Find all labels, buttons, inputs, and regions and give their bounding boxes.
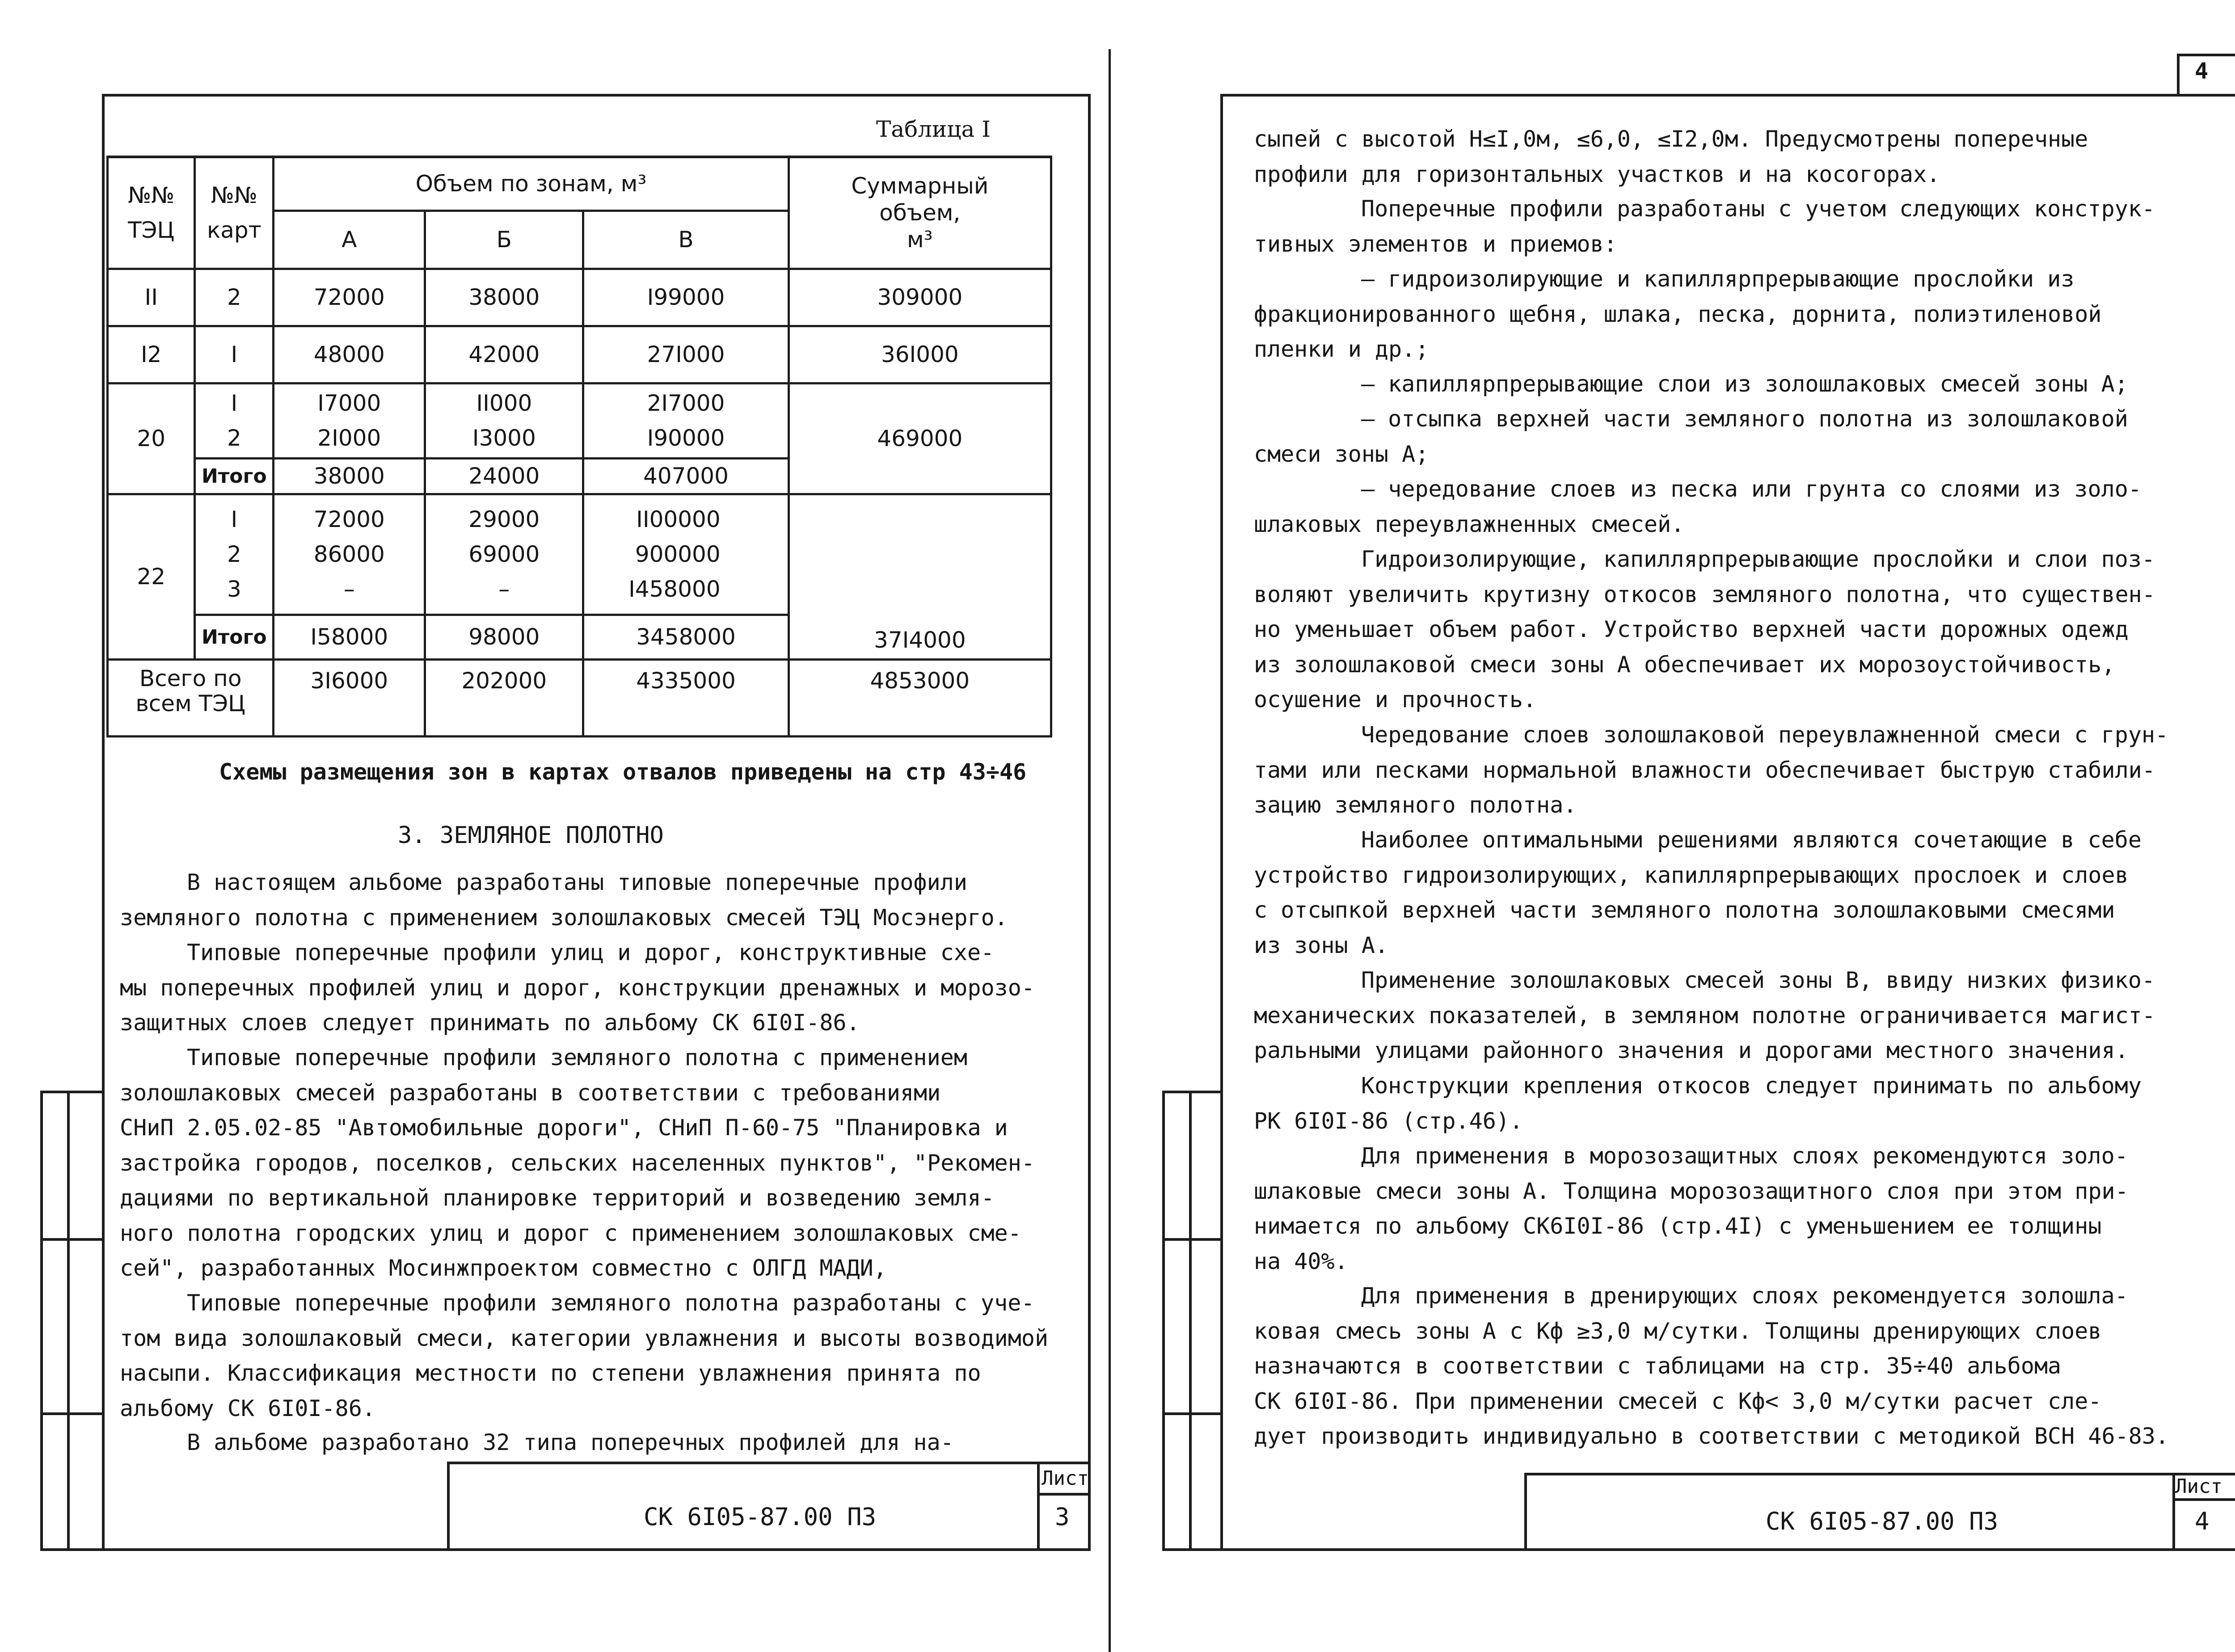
- header-zones-group: Объем по зонам, м³: [274, 157, 789, 211]
- cell-b: 38000: [425, 269, 583, 326]
- cell-b: 202000: [425, 659, 583, 736]
- cell-v: 3458000: [583, 615, 789, 659]
- cell-maps: 2: [195, 269, 274, 326]
- cell-a: 38000: [274, 458, 425, 494]
- cell-v: 407000: [583, 458, 789, 494]
- left-paragraph: В настоящем альбоме разработаны типовые поперечные профили земляного полотна с применением золошлаковых смесей ТЭЦ Мосэнерго.: [120, 869, 1008, 931]
- cell-v: 27I000: [583, 326, 789, 383]
- header-tec: №№ ТЭЦ: [108, 157, 195, 269]
- cell-a: 72000: [274, 269, 425, 326]
- right-paragraph: – капиллярпрерывающие слои из золошлаковых смесей зоны А;: [1361, 371, 2128, 397]
- binding-row-line: [1162, 1412, 1223, 1415]
- cell-total: 37I4000: [789, 494, 1051, 659]
- stamp-divider: [1037, 1462, 1040, 1551]
- cell-total: 4853000: [789, 659, 1051, 736]
- cell-b: II000 I3000: [425, 383, 583, 458]
- stamp-sheet-number: 3: [1055, 1503, 1070, 1531]
- cell-v: 4335000: [583, 659, 789, 736]
- header-maps: №№ карт: [195, 157, 274, 269]
- cell-subtotal-label: Итого: [195, 615, 274, 659]
- left-paragraph: В альбоме разработано 32 типа поперечных профилей для на-: [187, 1429, 954, 1455]
- table-note: Схемы размещения зон в картах отвалов приведены на стр 43÷46: [219, 759, 1027, 785]
- left-paragraph: Типовые поперечные профили земляного полотна разработаны с уче- том вида золошлаковый смеси, категории увлажнения и высоты возводимой насыпи. Классификация местности по степени увлажнения принята по альбому СК 6I0I-86.: [120, 1290, 1049, 1421]
- binding-divider: [1189, 1091, 1192, 1551]
- cell-tec: I2: [108, 326, 195, 383]
- left-paragraph: Типовые поперечные профили земляного полотна с применением золошлаковых смесей разработаны в соответствии с требованиями СНиП 2.05.02-85 "Автомобильные дороги", СНиП П-60-75 "Планировка и застройка городов, поселков, сельских населенных пунктов", "Рекомен- дациями по вертикальной планировке территорий и возведению земля- ного полотна городских улиц и дорог с применением золошлаковых сме- сей", разработанных Мосинжпроектом совместно с ОЛГД МАДИ,: [120, 1045, 1035, 1281]
- left-paragraph: Типовые поперечные профили улиц и дорог, конструктивные схе- мы поперечных профилей улиц и дорог, конструкции дренажных и морозо- защитных слоев следует принимать по альбому СК 6I0I-86.: [120, 940, 1035, 1036]
- right-binding-strip: [1162, 1091, 1223, 1551]
- left-binding-strip: [40, 1091, 105, 1551]
- cell-b: 29000 69000 –: [425, 494, 583, 615]
- right-paragraph: Наиболее оптимальными решениями являются сочетающие в себе устройство гидроизолирующих, капиллярпрерывающих прослоек и слоев с отсыпкой верхней части земляного полотна золошлаковыми смесями из зоны А.: [1254, 827, 2142, 958]
- cell-v: 2I7000 I90000: [583, 383, 789, 458]
- cell-maps: I 2: [195, 383, 274, 458]
- volume-table: [106, 156, 1052, 738]
- header-total: Суммарный объем, м³: [789, 157, 1051, 269]
- right-paragraph: Чередование слоев золошлаковой переувлажненной смеси с грун- тами или песками нормальной влажности обеспечивает быструю стабили- зацию земляного полотна.: [1254, 722, 2169, 818]
- right-paragraph: Поперечные профили разработаны с учетом следующих конструк- тивных элементов и приемов:: [1254, 196, 2155, 257]
- right-paragraph: Гидроизолирующие, капиллярпрерывающие прослойки и слои поз- воляют увеличить крутизну откосов земляного полотна, что существен- но уменьшает объем работ. Устройство верхней части дорожных одежд из золошлаковой смеси зоны А обеспечивает их морозоустойчивость, осушение и прочность.: [1254, 546, 2155, 712]
- page-fold-line: [1109, 49, 1111, 1652]
- right-paragraph: – чередование слоев из песка или грунта со слоями из золо- шлаковых переувлажненных смесей.: [1254, 476, 2142, 537]
- cell-b: 42000: [425, 326, 583, 383]
- cell-maps: I: [195, 326, 274, 383]
- cell-total: 36I000: [789, 326, 1051, 383]
- cell-v: II00000 900000 I458000: [583, 494, 789, 615]
- table-row: [108, 383, 1051, 458]
- header-zone-a: А: [274, 211, 425, 269]
- section-title: 3. ЗЕМЛЯНОЕ ПОЛОТНО: [398, 822, 664, 849]
- right-paragraph: – гидроизолирующие и капиллярпрерывающие прослойки из фракционированного щебня, шлака, песка, дорнита, полиэтиленовой пленки и др.;: [1254, 266, 2102, 362]
- cell-grand-total-label: Всего по всем ТЭЦ: [108, 659, 274, 736]
- right-paragraph: Для применения в дренирующих слоях рекомендуется золошла- ковая смесь зоны А с Кф ≥3,0 м/сутки. Толщины дренирующих слоев назначаются в соответствии с таблицами на стр. 35÷40 альбома СК 6I0I-86. При применении смесей с Кф< 3,0 м/сутки расчет сле- дует производить индивидуально в соответствии с методикой ВСН 46-83.: [1254, 1283, 2169, 1449]
- cell-total: 469000: [789, 383, 1051, 494]
- binding-divider: [67, 1091, 70, 1551]
- binding-row-line: [40, 1238, 105, 1241]
- stamp-code: СК 6I05-87.00 ПЗ: [644, 1503, 877, 1531]
- stamp-divider: [1037, 1493, 1091, 1496]
- cell-tec: 22: [108, 494, 195, 659]
- right-paragraph: Применение золошлаковых смесей зоны В, ввиду низких физико- механических показателей, в земляном полотне ограничивается магист- ральными улицами районного значения и дорогами местного значения.: [1254, 967, 2155, 1063]
- right-paragraph: Для применения в морозозащитных слоях рекомендуются золо- шлаковые смеси зоны А. Толщина морозозащитного слоя при этом при- нимается по альбому СК6I0I-86 (стр.4I) с уменьшением ее толщины на 40%.: [1254, 1143, 2129, 1274]
- cell-maps: I 2 3: [195, 494, 274, 615]
- page-number: 4: [2195, 58, 2209, 84]
- right-paragraph: Конструкции крепления откосов следует принимать по альбому РК 6I0I-86 (стр.46).: [1254, 1073, 2142, 1134]
- table-row: [108, 269, 1051, 326]
- cell-tec: 20: [108, 383, 195, 494]
- right-paragraph: сыпей с высотой Н≤I,0м, ≤6,0, ≤I2,0м. Предусмотрены поперечные профили для горизонтальных участков и на косогорах.: [1254, 126, 2088, 187]
- stamp-sheet-label: Лист: [2175, 1475, 2222, 1498]
- cell-b: 24000: [425, 458, 583, 494]
- table-row: [108, 494, 1051, 615]
- stamp-sheet-number: 4: [2195, 1507, 2210, 1535]
- table-row-grand-total: [108, 659, 1051, 736]
- cell-v: I99000: [583, 269, 789, 326]
- stamp-code: СК 6I05-87.00 ПЗ: [1766, 1507, 1999, 1535]
- stamp-divider: [2172, 1498, 2235, 1501]
- table-row: [108, 326, 1051, 383]
- table-caption: Таблица I: [876, 116, 991, 142]
- cell-a: I58000: [274, 615, 425, 659]
- cell-a: 48000: [274, 326, 425, 383]
- cell-a: 72000 86000 –: [274, 494, 425, 615]
- cell-total: 309000: [789, 269, 1051, 326]
- cell-b: 98000: [425, 615, 583, 659]
- stamp-sheet-label: Лист: [1042, 1467, 1089, 1490]
- header-zone-v: В: [583, 211, 789, 269]
- cell-a: 3I6000: [274, 659, 425, 736]
- right-paragraph: – отсыпка верхней части земляного полотна из золошлаковой смеси зоны А;: [1254, 406, 2128, 467]
- cell-a: I7000 2I000: [274, 383, 425, 458]
- cell-tec: II: [108, 269, 195, 326]
- binding-row-line: [1162, 1238, 1223, 1241]
- cell-subtotal-label: Итого: [195, 458, 274, 494]
- header-zone-b: Б: [425, 211, 583, 269]
- binding-row-line: [40, 1412, 105, 1415]
